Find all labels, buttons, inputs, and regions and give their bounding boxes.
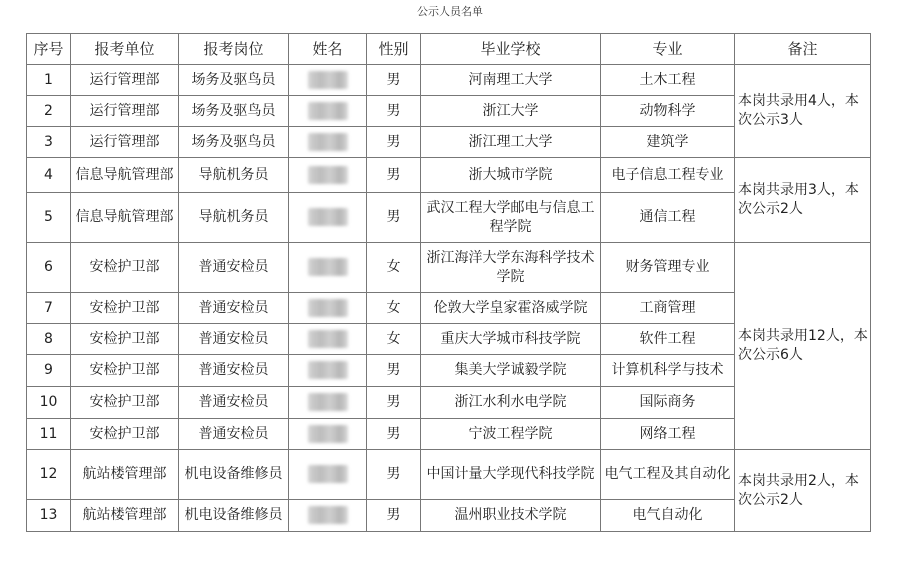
cell-no: 9 xyxy=(27,355,71,387)
cell-major: 电气工程及其自动化 xyxy=(601,450,735,500)
cell-major: 电气自动化 xyxy=(601,500,735,532)
cell-gender: 男 xyxy=(367,127,421,158)
cell-note: 本岗共录用4人，本次公示3人 xyxy=(735,65,871,158)
cell-school: 宁波工程学院 xyxy=(421,419,601,450)
cell-post: 导航机务员 xyxy=(179,158,289,193)
cell-unit: 运行管理部 xyxy=(71,65,179,96)
redacted-name xyxy=(308,258,348,276)
cell-school: 重庆大学城市科技学院 xyxy=(421,324,601,355)
header-note: 备注 xyxy=(735,34,871,65)
cell-name xyxy=(289,355,367,387)
header-unit: 报考单位 xyxy=(71,34,179,65)
cell-school: 河南理工大学 xyxy=(421,65,601,96)
cell-unit: 安检护卫部 xyxy=(71,324,179,355)
cell-school: 武汉工程大学邮电与信息工程学院 xyxy=(421,193,601,243)
cell-gender: 男 xyxy=(367,158,421,193)
cell-gender: 女 xyxy=(367,243,421,293)
cell-note: 本岗共录用12人，本次公示6人 xyxy=(735,243,871,450)
header-name: 姓名 xyxy=(289,34,367,65)
redacted-name xyxy=(308,506,348,524)
redacted-name xyxy=(308,393,348,411)
cell-no: 6 xyxy=(27,243,71,293)
cell-no: 10 xyxy=(27,387,71,419)
cell-gender: 男 xyxy=(367,355,421,387)
cell-name xyxy=(289,387,367,419)
cell-unit: 安检护卫部 xyxy=(71,243,179,293)
cell-school: 温州职业技术学院 xyxy=(421,500,601,532)
cell-major: 计算机科学与技术 xyxy=(601,355,735,387)
cell-major: 财务管理专业 xyxy=(601,243,735,293)
cell-school: 集美大学诚毅学院 xyxy=(421,355,601,387)
page-title: 公示人员名单 xyxy=(417,5,483,18)
redacted-name xyxy=(308,361,348,379)
cell-no: 2 xyxy=(27,96,71,127)
cell-name xyxy=(289,450,367,500)
cell-post: 普通安检员 xyxy=(179,243,289,293)
cell-post: 机电设备维修员 xyxy=(179,500,289,532)
cell-note: 本岗共录用2人，本次公示2人 xyxy=(735,450,871,532)
cell-post: 普通安检员 xyxy=(179,324,289,355)
cell-school: 浙江大学 xyxy=(421,96,601,127)
header-major: 专业 xyxy=(601,34,735,65)
cell-unit: 信息导航管理部 xyxy=(71,158,179,193)
cell-no: 12 xyxy=(27,450,71,500)
cell-unit: 信息导航管理部 xyxy=(71,193,179,243)
cell-name xyxy=(289,193,367,243)
cell-name xyxy=(289,158,367,193)
cell-school: 浙江海洋大学东海科学技术学院 xyxy=(421,243,601,293)
redacted-name xyxy=(308,166,348,184)
cell-unit: 安检护卫部 xyxy=(71,355,179,387)
cell-unit: 安检护卫部 xyxy=(71,293,179,324)
cell-unit: 运行管理部 xyxy=(71,127,179,158)
cell-school: 浙大城市学院 xyxy=(421,158,601,193)
redacted-name xyxy=(308,133,348,151)
cell-major: 软件工程 xyxy=(601,324,735,355)
cell-school: 中国计量大学现代科技学院 xyxy=(421,450,601,500)
cell-post: 场务及驱鸟员 xyxy=(179,127,289,158)
cell-gender: 男 xyxy=(367,419,421,450)
cell-gender: 女 xyxy=(367,324,421,355)
cell-name xyxy=(289,243,367,293)
cell-gender: 男 xyxy=(367,500,421,532)
redacted-name xyxy=(308,465,348,483)
cell-school: 浙江理工大学 xyxy=(421,127,601,158)
cell-name xyxy=(289,293,367,324)
cell-name xyxy=(289,65,367,96)
cell-note: 本岗共录用3人，本次公示2人 xyxy=(735,158,871,243)
cell-post: 普通安检员 xyxy=(179,293,289,324)
table-row xyxy=(27,243,871,293)
cell-major: 动物科学 xyxy=(601,96,735,127)
cell-gender: 男 xyxy=(367,65,421,96)
header-no: 序号 xyxy=(27,34,71,65)
redacted-name xyxy=(308,425,348,443)
table-row xyxy=(27,65,871,96)
cell-major: 国际商务 xyxy=(601,387,735,419)
cell-no: 13 xyxy=(27,500,71,532)
cell-unit: 航站楼管理部 xyxy=(71,450,179,500)
redacted-name xyxy=(308,299,348,317)
cell-major: 工商管理 xyxy=(601,293,735,324)
cell-name xyxy=(289,127,367,158)
cell-unit: 安检护卫部 xyxy=(71,419,179,450)
roster-table xyxy=(26,33,871,532)
cell-name xyxy=(289,500,367,532)
cell-no: 7 xyxy=(27,293,71,324)
cell-major: 通信工程 xyxy=(601,193,735,243)
cell-no: 5 xyxy=(27,193,71,243)
cell-unit: 运行管理部 xyxy=(71,96,179,127)
cell-post: 导航机务员 xyxy=(179,193,289,243)
table-row xyxy=(27,158,871,193)
header-school: 毕业学校 xyxy=(421,34,601,65)
cell-major: 网络工程 xyxy=(601,419,735,450)
table-row xyxy=(27,450,871,500)
cell-no: 1 xyxy=(27,65,71,96)
cell-post: 普通安检员 xyxy=(179,419,289,450)
cell-unit: 安检护卫部 xyxy=(71,387,179,419)
cell-school: 浙江水利水电学院 xyxy=(421,387,601,419)
cell-major: 电子信息工程专业 xyxy=(601,158,735,193)
cell-gender: 女 xyxy=(367,293,421,324)
redacted-name xyxy=(308,71,348,89)
cell-major: 土木工程 xyxy=(601,65,735,96)
cell-no: 11 xyxy=(27,419,71,450)
header-post: 报考岗位 xyxy=(179,34,289,65)
cell-post: 场务及驱鸟员 xyxy=(179,65,289,96)
cell-name xyxy=(289,96,367,127)
cell-name xyxy=(289,419,367,450)
cell-post: 机电设备维修员 xyxy=(179,450,289,500)
cell-name xyxy=(289,324,367,355)
cell-post: 普通安检员 xyxy=(179,387,289,419)
redacted-name xyxy=(308,102,348,120)
cell-no: 3 xyxy=(27,127,71,158)
table-header-row xyxy=(27,34,871,65)
cell-post: 场务及驱鸟员 xyxy=(179,96,289,127)
cell-major: 建筑学 xyxy=(601,127,735,158)
cell-gender: 男 xyxy=(367,96,421,127)
cell-no: 8 xyxy=(27,324,71,355)
cell-no: 4 xyxy=(27,158,71,193)
cell-gender: 男 xyxy=(367,387,421,419)
cell-unit: 航站楼管理部 xyxy=(71,500,179,532)
redacted-name xyxy=(308,208,348,226)
cell-gender: 男 xyxy=(367,450,421,500)
cell-school: 伦敦大学皇家霍洛威学院 xyxy=(421,293,601,324)
cell-post: 普通安检员 xyxy=(179,355,289,387)
cell-gender: 男 xyxy=(367,193,421,243)
header-gender: 性别 xyxy=(367,34,421,65)
redacted-name xyxy=(308,330,348,348)
